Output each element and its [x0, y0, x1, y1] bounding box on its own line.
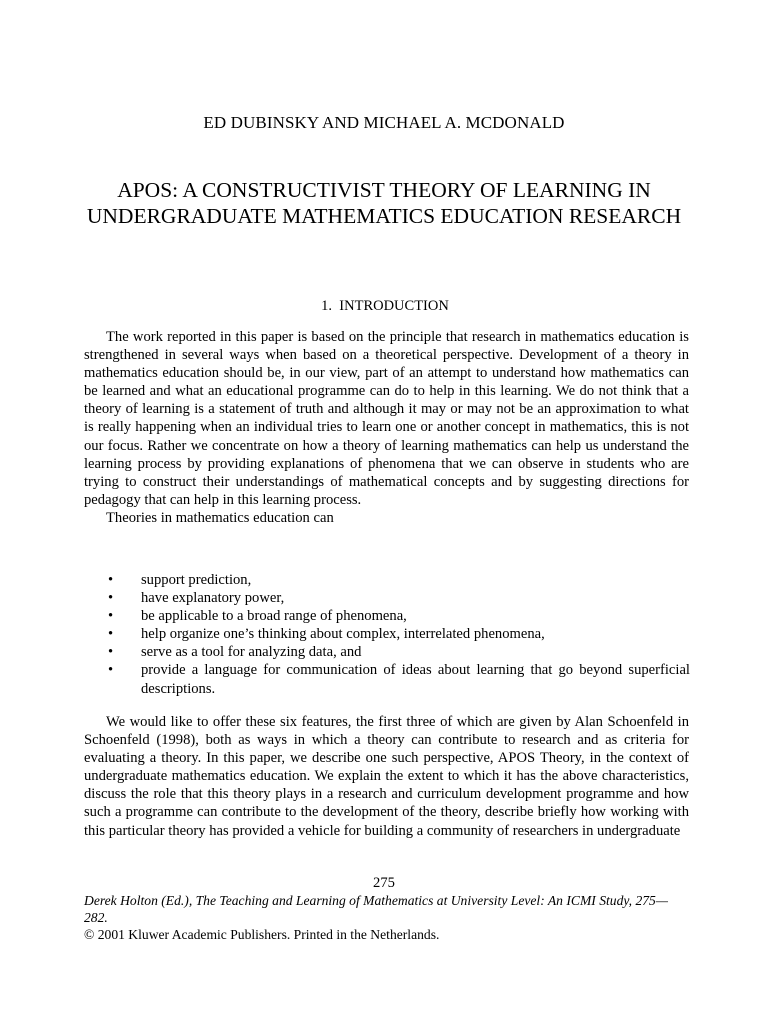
bullet-icon: •	[108, 590, 114, 607]
list-item	[108, 625, 690, 643]
list-item-text: support prediction,	[141, 572, 252, 588]
bullet-icon: •	[108, 662, 114, 679]
paragraph: We would like to offer these six features, the first three of which are given by Alan Schoenfeld in Schoenfeld (1998), both as ways in which a theory can contribute to research and as criteria for evaluating a theory. In this paper, we describe one such perspective, APOS Theory, in the context of undergraduate mathematics education. We explain the extent to which it has the above characteristics, discuss the role that this theory plays in a research and curriculum development programme and how such a programme can contribute to the development of the theory, describe briefly how working with this particular theory has provided a vehicle for building a community of researchers in undergraduate	[84, 714, 689, 839]
paragraph: The work reported in this paper is based on the principle that research in mathematics education is strengthened in several ways when based on a theoretical perspective. Development of a theory in mathematics education should be, in our view, part of an attempt to understand how mathematics can be learned and what an educational programme can do to help in this learning. We do not think that a theory of learning is a statement of truth and although it may or may not be an approximation to what is really happening when an individual tries to learn one or another concept in mathematics, this is not our focus. Rather we concentrate on how a theory of learning mathematics can help us understand the learning process by providing explanations of phenomena that we can observe in students who are trying to construct their understandings of mathematical concepts and by suggesting directions for pedagogy that can help in this learning process.	[84, 329, 689, 508]
list-item-text: be applicable to a broad range of phenomena,	[141, 608, 407, 625]
theories-intro: Theories in mathematics education can	[106, 509, 334, 526]
bullet-icon: •	[108, 572, 114, 588]
page-number: 275	[373, 875, 395, 891]
list-item	[108, 571, 690, 589]
discussion-block	[84, 713, 689, 840]
footer-copyright: © 2001 Kluwer Academic Publishers. Printed in the Netherlands.	[84, 927, 440, 942]
paper-title: APOS: A CONSTRUCTIVIST THEORY OF LEARNING IN UNDERGRADUATE MATHEMATICS EDUCATION RESEARCH	[86, 178, 682, 228]
section-number: 1.	[321, 298, 333, 314]
section-heading	[0, 298, 768, 315]
list-item	[108, 589, 690, 607]
list-item	[108, 661, 690, 697]
list-item	[108, 607, 690, 625]
bullet-icon: •	[108, 608, 114, 625]
intro-block	[84, 328, 689, 527]
list-item-text: have explanatory power,	[141, 590, 285, 607]
footer-citation: Derek Holton (Ed.), The Teaching and Learning of Mathematics at University Level: An ICMI Study, 275—282.	[84, 893, 668, 925]
footer	[84, 892, 689, 943]
author-names: ED DUBINSKY AND MICHAEL A. MCDONALD	[203, 113, 565, 132]
bullet-icon: •	[108, 644, 114, 661]
list-item-text: serve as a tool for analyzing data, and	[141, 644, 362, 661]
list-item	[108, 643, 690, 661]
feature-list	[108, 571, 690, 698]
bullet-icon: •	[108, 626, 114, 643]
section-title: INTRODUCTION	[339, 298, 449, 314]
list-item-text: help organize one’s thinking about complex, interrelated phenomena,	[141, 626, 545, 643]
list-item-text: provide a language for communication of ideas about learning that go beyond superficial descriptions.	[141, 662, 690, 697]
